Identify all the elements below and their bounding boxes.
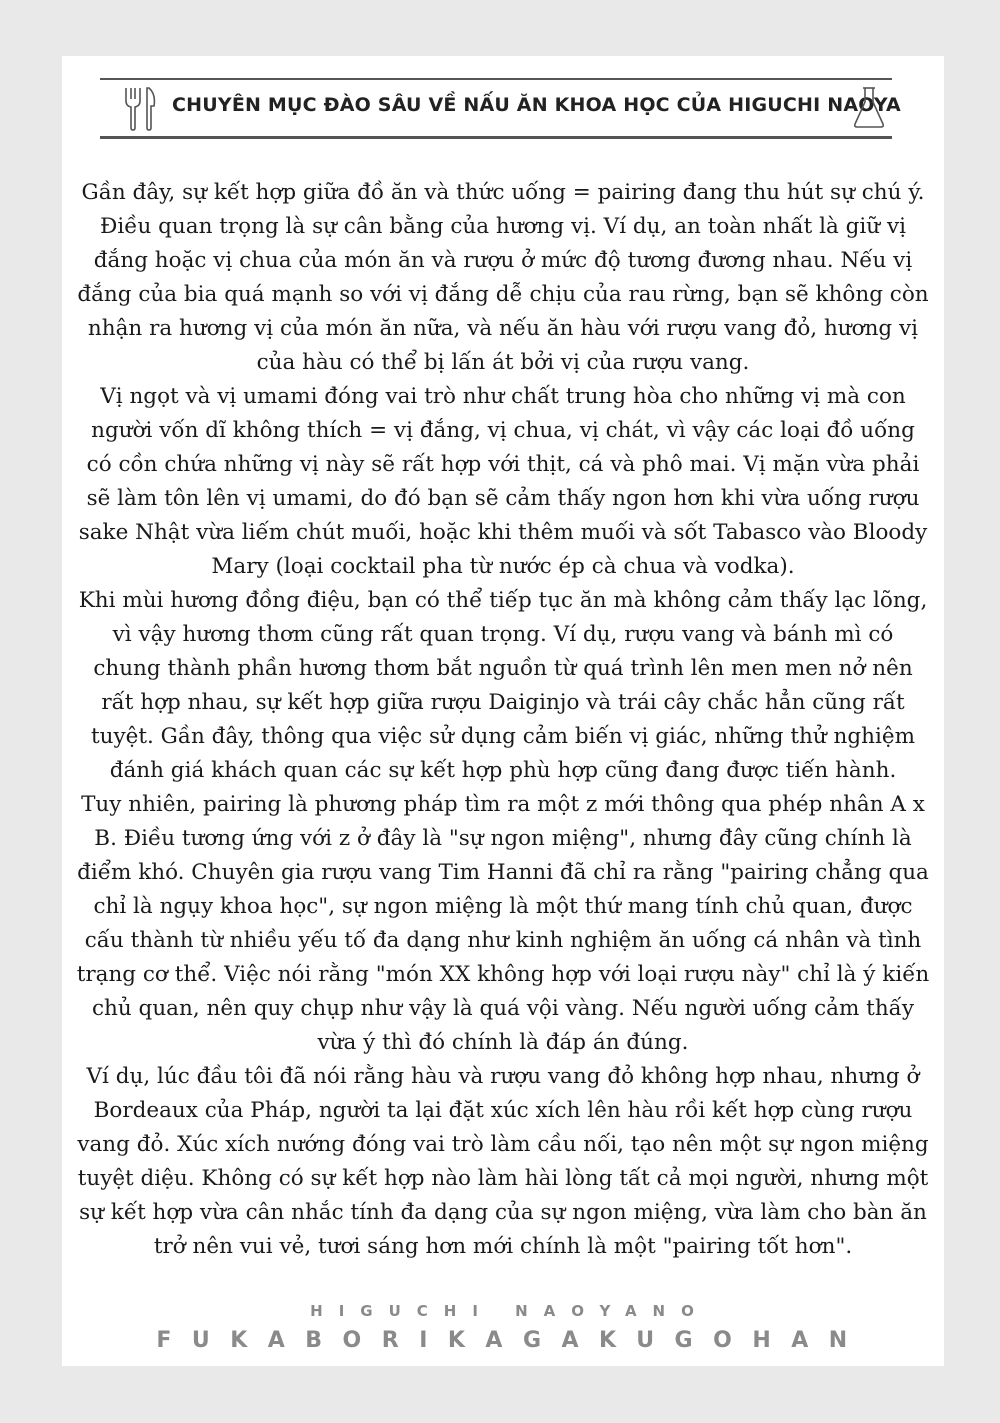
- paragraph-2: Vị ngọt và vị umami đóng vai trò như chất trung hòa cho những vị mà con người vốn dĩ không thích = vị đắng, vị chua, vị chát, vì vậy các loại đồ uống có cồn chứa những vị này sẽ rất hợp với thịt, cá và phô mai. Vị mặn vừa phải sẽ làm tôn lên vị umami, do đó bạn sẽ cảm thấy ngon hơn khi vừa uống rượu sake Nhật vừa liếm chút muối, hoặc khi thêm muối và sốt Tabasco vào Bloody Mary (loại cocktail pha từ nước ép cà chua và vodka).: [78, 384, 928, 579]
- fork-knife-icon: [122, 85, 158, 131]
- series-footer: [62, 1302, 944, 1353]
- flask-icon: [852, 84, 886, 130]
- paragraph-5: Ví dụ, lúc đầu tôi đã nói rằng hàu và rượu vang đỏ không hợp nhau, nhưng ở Bordeaux của Pháp, người ta lại đặt xúc xích lên hàu rồi kết hợp cùng rượu vang đỏ. Xúc xích nướng đóng vai trò làm cầu nối, tạo nên một sự ngon miệng tuyệt diệu. Không có sự kết hợp nào làm hài lòng tất cả mọi người, nhưng một sự kết hợp vừa cân nhắc tính đa dạng của sự ngon miệng, vừa làm cho bàn ăn trở nên vui vẻ, tươi sáng hơn mới chính là một "pairing tốt hơn".: [77, 1064, 929, 1259]
- footer-line-2: FUKABORIKAGAKUGOHAN: [156, 1328, 868, 1353]
- article-page: [62, 56, 944, 1366]
- article-body: [76, 176, 930, 1264]
- paragraph-4: Tuy nhiên, pairing là phương pháp tìm ra một z mới thông qua phép nhân A x B. Điều tương ứng với z ở đây là "sự ngon miệng", nhưng đây cũng chính là điểm khó. Chuyên gia rượu vang Tim Hanni đã chỉ ra rằng "pairing chẳng qua chỉ là ngụy khoa học", sự ngon miệng là một thứ mang tính chủ quan, được cấu thành từ nhiều yếu tố đa dạng như kinh nghiệm ăn uống cá nhân và tình trạng cơ thể. Việc nói rằng "món XX không hợp với loại rượu này" chỉ là ý kiến chủ quan, nên quy chụp như vậy là quá vội vàng. Nếu người uống cảm thấy vừa ý thì đó chính là đáp án đúng.: [76, 792, 930, 1055]
- footer-line-1: HIGUCHI NAOYANO: [310, 1302, 710, 1320]
- column-header: [100, 78, 901, 142]
- paragraph-1: Gần đây, sự kết hợp giữa đồ ăn và thức uống = pairing đang thu hút sự chú ý. Điều quan trọng là sự cân bằng của hương vị. Ví dụ, an toàn nhất là giữ vị đắng hoặc vị chua của món ăn và rượu ở mức độ tương đương nhau. Nếu vị đắng của bia quá mạnh so với vị đắng dễ chịu của rau rừng, bạn sẽ không còn nhận ra hương vị của món ăn nữa, và nếu ăn hàu với rượu vang đỏ, hương vị của hàu có thể bị lấn át bởi vị của rượu vang.: [77, 180, 929, 375]
- header-bottom-rule: [100, 136, 892, 139]
- paragraph-3: Khi mùi hương đồng điệu, bạn có thể tiếp tục ăn mà không cảm thấy lạc lõng, vì vậy hương thơm cũng rất quan trọng. Ví dụ, rượu vang và bánh mì có chung thành phần hương thơm bắt nguồn từ quá trình lên men men nở nên rất hợp nhau, sự kết hợp giữa rượu Daiginjo và trái cây chắc hẳn cũng rất tuyệt. Gần đây, thông qua việc sử dụng cảm biến vị giác, những thử nghiệm đánh giá khách quan các sự kết hợp phù hợp cũng đang được tiến hành.: [78, 588, 928, 783]
- column-title: CHUYÊN MỤC ĐÀO SÂU VỀ NẤU ĂN KHOA HỌC CỦA HIGUCHI NAOYA: [172, 94, 901, 116]
- header-top-rule: [100, 78, 892, 80]
